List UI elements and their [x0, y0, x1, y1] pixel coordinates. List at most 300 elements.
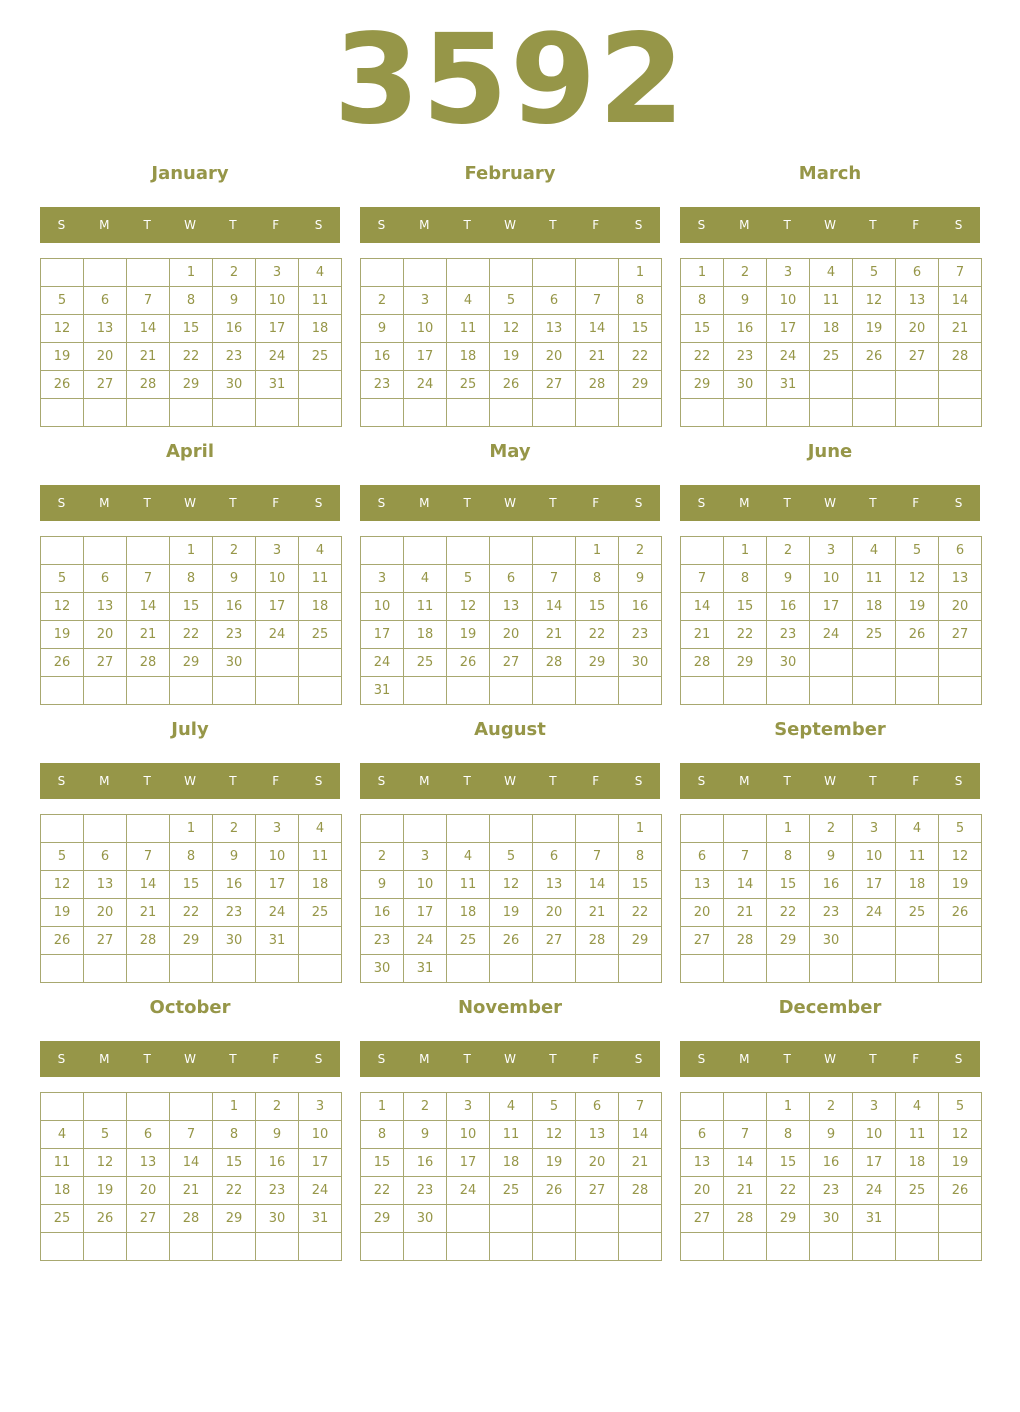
- day-cell: 16: [724, 315, 767, 343]
- week-row: [41, 343, 342, 371]
- month-name: April: [165, 441, 215, 462]
- day-cell: [490, 537, 533, 565]
- day-cell: 8: [576, 565, 619, 593]
- weekday-label: W: [504, 218, 516, 232]
- weekday-label: F: [592, 218, 600, 232]
- day-cell: [939, 677, 982, 705]
- day-cell: 28: [576, 371, 619, 399]
- day-cell: 16: [361, 899, 404, 927]
- day-cell: 5: [41, 287, 84, 315]
- day-cell: [299, 399, 342, 427]
- day-cell: 15: [767, 871, 810, 899]
- day-cell: 8: [619, 287, 662, 315]
- day-cell: 19: [490, 343, 533, 371]
- weekday-label: S: [954, 774, 963, 788]
- day-cell: [853, 371, 896, 399]
- day-cell: [490, 955, 533, 983]
- weekday-header: [680, 1041, 980, 1077]
- day-cell: [490, 677, 533, 705]
- weekday-label: T: [143, 1052, 151, 1066]
- day-cell: [681, 1233, 724, 1261]
- day-cell: 25: [810, 343, 853, 371]
- day-cell: 22: [213, 1177, 256, 1205]
- weekday-label: S: [634, 218, 643, 232]
- weekday-label: W: [504, 496, 516, 510]
- day-cell: [361, 1233, 404, 1261]
- day-cell: [447, 1233, 490, 1261]
- day-cell: 6: [533, 287, 576, 315]
- week-row: [681, 1093, 982, 1121]
- day-cell: 28: [939, 343, 982, 371]
- day-cell: 13: [533, 871, 576, 899]
- week-row: [681, 537, 982, 565]
- day-cell: 7: [724, 1121, 767, 1149]
- week-row: [361, 259, 662, 287]
- day-cell: 5: [84, 1121, 127, 1149]
- week-row: [361, 1205, 662, 1233]
- day-grid: [40, 536, 342, 705]
- day-cell: 22: [576, 621, 619, 649]
- day-cell: 19: [853, 315, 896, 343]
- day-cell: [84, 815, 127, 843]
- day-cell: 27: [533, 927, 576, 955]
- day-cell: [810, 677, 853, 705]
- day-cell: 2: [361, 287, 404, 315]
- weekday-header: [360, 485, 660, 521]
- day-cell: 11: [447, 871, 490, 899]
- day-cell: 7: [576, 843, 619, 871]
- day-cell: 26: [41, 927, 84, 955]
- day-cell: 11: [299, 843, 342, 871]
- day-cell: 3: [767, 259, 810, 287]
- day-cell: 7: [533, 565, 576, 593]
- weekday-label: S: [377, 774, 386, 788]
- day-cell: 24: [810, 621, 853, 649]
- day-cell: [810, 649, 853, 677]
- weekday-label: F: [912, 218, 920, 232]
- weekday-label: T: [143, 496, 151, 510]
- weekday-label: T: [549, 774, 557, 788]
- day-cell: [170, 399, 213, 427]
- day-cell: 20: [939, 593, 982, 621]
- day-cell: 9: [213, 565, 256, 593]
- day-cell: 22: [767, 899, 810, 927]
- day-cell: 6: [681, 1121, 724, 1149]
- day-cell: 5: [41, 843, 84, 871]
- day-cell: 29: [170, 371, 213, 399]
- day-cell: 22: [361, 1177, 404, 1205]
- day-cell: 20: [681, 1177, 724, 1205]
- week-row: [361, 593, 662, 621]
- day-cell: 11: [299, 565, 342, 593]
- weekday-label: T: [783, 774, 791, 788]
- day-cell: 16: [213, 871, 256, 899]
- weekday-label: T: [549, 218, 557, 232]
- day-grid: [680, 536, 982, 705]
- week-row: [41, 399, 342, 427]
- day-cell: [681, 677, 724, 705]
- day-cell: [896, 955, 939, 983]
- day-cell: 2: [256, 1093, 299, 1121]
- day-grid: [360, 814, 662, 983]
- week-row: [681, 1177, 982, 1205]
- week-row: [41, 593, 342, 621]
- day-cell: [84, 1233, 127, 1261]
- week-row: [361, 677, 662, 705]
- day-cell: [213, 1233, 256, 1261]
- day-cell: 21: [127, 621, 170, 649]
- weekday-label: M: [99, 496, 110, 510]
- day-cell: 6: [939, 537, 982, 565]
- day-cell: 30: [361, 955, 404, 983]
- day-cell: 26: [896, 621, 939, 649]
- day-cell: [724, 677, 767, 705]
- weekday-label: S: [314, 218, 323, 232]
- weekday-label: F: [912, 1052, 920, 1066]
- week-row: [681, 259, 982, 287]
- day-cell: 18: [447, 343, 490, 371]
- week-row: [361, 537, 662, 565]
- day-cell: 9: [361, 315, 404, 343]
- day-cell: 29: [767, 927, 810, 955]
- day-cell: [404, 1233, 447, 1261]
- day-cell: 2: [619, 537, 662, 565]
- day-cell: [619, 1205, 662, 1233]
- day-cell: 20: [533, 899, 576, 927]
- day-cell: 20: [127, 1177, 170, 1205]
- day-cell: 11: [447, 315, 490, 343]
- week-row: [361, 621, 662, 649]
- day-cell: [576, 1205, 619, 1233]
- day-cell: 3: [256, 815, 299, 843]
- day-cell: 1: [576, 537, 619, 565]
- month-name: January: [151, 163, 229, 184]
- day-cell: 10: [256, 843, 299, 871]
- weekday-label: T: [783, 218, 791, 232]
- day-cell: 9: [361, 871, 404, 899]
- day-cell: 31: [256, 371, 299, 399]
- day-cell: [853, 649, 896, 677]
- week-row: [41, 1177, 342, 1205]
- day-cell: 2: [213, 815, 256, 843]
- day-cell: 1: [213, 1093, 256, 1121]
- weekday-label: W: [184, 1052, 196, 1066]
- weekday-label: S: [377, 1052, 386, 1066]
- day-cell: 21: [127, 343, 170, 371]
- weekday-label: W: [504, 774, 516, 788]
- week-row: [681, 621, 982, 649]
- weekday-label: F: [272, 218, 280, 232]
- weekday-label: W: [824, 774, 836, 788]
- day-cell: 17: [404, 899, 447, 927]
- day-cell: 15: [767, 1149, 810, 1177]
- day-cell: 9: [619, 565, 662, 593]
- week-row: [41, 1093, 342, 1121]
- day-cell: 21: [170, 1177, 213, 1205]
- day-cell: 25: [41, 1205, 84, 1233]
- weekday-header: [40, 207, 340, 243]
- day-cell: 29: [170, 649, 213, 677]
- day-cell: 29: [767, 1205, 810, 1233]
- day-cell: 4: [896, 1093, 939, 1121]
- day-cell: 3: [256, 537, 299, 565]
- month-name: May: [489, 441, 531, 462]
- day-cell: 2: [724, 259, 767, 287]
- day-cell: 7: [127, 843, 170, 871]
- day-cell: [170, 955, 213, 983]
- weekday-label: F: [272, 1052, 280, 1066]
- day-cell: 18: [299, 593, 342, 621]
- day-cell: [810, 399, 853, 427]
- day-cell: 14: [127, 593, 170, 621]
- day-cell: 3: [361, 565, 404, 593]
- weekday-header: [680, 763, 980, 799]
- day-cell: 2: [810, 815, 853, 843]
- day-cell: 12: [939, 843, 982, 871]
- day-cell: [896, 1205, 939, 1233]
- day-cell: [896, 399, 939, 427]
- week-row: [361, 955, 662, 983]
- day-cell: 23: [404, 1177, 447, 1205]
- week-row: [681, 927, 982, 955]
- day-cell: 7: [619, 1093, 662, 1121]
- day-cell: [127, 1233, 170, 1261]
- day-cell: 31: [853, 1205, 896, 1233]
- week-row: [361, 1233, 662, 1261]
- month-name: August: [474, 719, 546, 740]
- day-cell: 14: [619, 1121, 662, 1149]
- day-cell: 12: [41, 593, 84, 621]
- day-cell: 30: [213, 649, 256, 677]
- weekday-label: S: [314, 496, 323, 510]
- day-cell: [41, 815, 84, 843]
- day-cell: 21: [619, 1149, 662, 1177]
- day-cell: [256, 399, 299, 427]
- day-cell: 13: [490, 593, 533, 621]
- weekday-label: T: [783, 496, 791, 510]
- day-cell: 8: [681, 287, 724, 315]
- day-cell: [361, 399, 404, 427]
- day-cell: 16: [361, 343, 404, 371]
- day-cell: 14: [127, 871, 170, 899]
- weekday-label: T: [229, 774, 237, 788]
- day-grid: [360, 1092, 662, 1261]
- month-name: November: [457, 997, 563, 1018]
- week-row: [361, 343, 662, 371]
- day-cell: 24: [256, 899, 299, 927]
- week-row: [41, 899, 342, 927]
- week-row: [41, 927, 342, 955]
- day-cell: 11: [41, 1149, 84, 1177]
- weekday-label: T: [143, 218, 151, 232]
- day-cell: 24: [853, 1177, 896, 1205]
- day-cell: [447, 677, 490, 705]
- day-cell: 29: [619, 927, 662, 955]
- day-cell: 27: [84, 927, 127, 955]
- weekday-label: S: [954, 1052, 963, 1066]
- week-row: [41, 1205, 342, 1233]
- week-row: [41, 1233, 342, 1261]
- day-cell: [619, 399, 662, 427]
- day-cell: 7: [127, 287, 170, 315]
- day-cell: [810, 955, 853, 983]
- week-row: [41, 259, 342, 287]
- day-cell: [533, 259, 576, 287]
- day-cell: [447, 399, 490, 427]
- day-cell: 22: [724, 621, 767, 649]
- day-cell: 15: [724, 593, 767, 621]
- day-cell: 31: [361, 677, 404, 705]
- day-cell: 8: [767, 843, 810, 871]
- day-cell: 31: [767, 371, 810, 399]
- day-cell: [810, 1233, 853, 1261]
- day-cell: 15: [681, 315, 724, 343]
- day-cell: 19: [490, 899, 533, 927]
- day-cell: 6: [490, 565, 533, 593]
- day-cell: 4: [41, 1121, 84, 1149]
- day-cell: [84, 677, 127, 705]
- day-cell: 3: [447, 1093, 490, 1121]
- day-cell: [681, 955, 724, 983]
- weekday-label: S: [634, 496, 643, 510]
- day-cell: 1: [681, 259, 724, 287]
- day-cell: 30: [724, 371, 767, 399]
- week-row: [681, 649, 982, 677]
- day-cell: 24: [404, 371, 447, 399]
- day-cell: 16: [810, 871, 853, 899]
- day-cell: 26: [939, 899, 982, 927]
- day-cell: 20: [576, 1149, 619, 1177]
- day-cell: 30: [810, 927, 853, 955]
- month-name: March: [798, 163, 862, 184]
- day-cell: [767, 1233, 810, 1261]
- day-cell: 8: [170, 287, 213, 315]
- day-cell: [447, 815, 490, 843]
- day-cell: 30: [767, 649, 810, 677]
- day-cell: 24: [767, 343, 810, 371]
- day-cell: [619, 677, 662, 705]
- day-cell: [404, 537, 447, 565]
- week-row: [361, 1177, 662, 1205]
- day-cell: 21: [127, 899, 170, 927]
- day-cell: [84, 399, 127, 427]
- day-cell: [213, 677, 256, 705]
- day-cell: 10: [299, 1121, 342, 1149]
- day-cell: 26: [41, 649, 84, 677]
- day-cell: [361, 537, 404, 565]
- day-cell: 10: [447, 1121, 490, 1149]
- weekday-label: M: [419, 774, 430, 788]
- week-row: [361, 565, 662, 593]
- day-cell: 10: [853, 843, 896, 871]
- weekday-label: W: [824, 496, 836, 510]
- day-cell: 12: [41, 871, 84, 899]
- day-cell: 19: [84, 1177, 127, 1205]
- day-cell: 10: [767, 287, 810, 315]
- weekday-label: M: [739, 1052, 750, 1066]
- day-cell: 10: [361, 593, 404, 621]
- day-cell: 24: [256, 621, 299, 649]
- week-row: [361, 871, 662, 899]
- weekday-label: W: [824, 1052, 836, 1066]
- week-row: [681, 371, 982, 399]
- weekday-header: [360, 763, 660, 799]
- day-cell: 22: [170, 343, 213, 371]
- day-cell: [127, 1093, 170, 1121]
- day-cell: 27: [490, 649, 533, 677]
- day-cell: 13: [939, 565, 982, 593]
- day-cell: 28: [681, 649, 724, 677]
- day-cell: [170, 1093, 213, 1121]
- day-cell: [256, 955, 299, 983]
- week-row: [361, 287, 662, 315]
- day-cell: 4: [299, 815, 342, 843]
- day-cell: 22: [619, 343, 662, 371]
- day-cell: 24: [299, 1177, 342, 1205]
- day-cell: 26: [447, 649, 490, 677]
- day-cell: 28: [724, 1205, 767, 1233]
- day-cell: 25: [447, 927, 490, 955]
- day-cell: 26: [490, 371, 533, 399]
- day-cell: 28: [127, 371, 170, 399]
- day-cell: 13: [576, 1121, 619, 1149]
- day-cell: 16: [810, 1149, 853, 1177]
- week-row: [681, 871, 982, 899]
- day-cell: [939, 1205, 982, 1233]
- day-cell: 27: [127, 1205, 170, 1233]
- day-cell: 24: [404, 927, 447, 955]
- weekday-label: W: [504, 1052, 516, 1066]
- weekday-label: M: [419, 218, 430, 232]
- day-cell: 9: [404, 1121, 447, 1149]
- day-cell: 1: [170, 259, 213, 287]
- day-cell: 1: [170, 537, 213, 565]
- day-cell: 8: [767, 1121, 810, 1149]
- day-cell: 7: [681, 565, 724, 593]
- day-cell: 17: [256, 593, 299, 621]
- day-cell: [533, 955, 576, 983]
- week-row: [681, 955, 982, 983]
- week-row: [361, 843, 662, 871]
- day-cell: [681, 399, 724, 427]
- day-cell: 14: [724, 871, 767, 899]
- day-cell: 29: [213, 1205, 256, 1233]
- weekday-label: F: [912, 496, 920, 510]
- day-cell: 15: [361, 1149, 404, 1177]
- day-cell: [256, 677, 299, 705]
- day-cell: 15: [576, 593, 619, 621]
- day-cell: [84, 537, 127, 565]
- weekday-label: M: [99, 218, 110, 232]
- day-cell: [724, 399, 767, 427]
- weekday-label: S: [634, 1052, 643, 1066]
- day-cell: 6: [127, 1121, 170, 1149]
- day-cell: 2: [767, 537, 810, 565]
- day-cell: [724, 815, 767, 843]
- day-cell: 9: [767, 565, 810, 593]
- day-cell: [853, 399, 896, 427]
- day-cell: 21: [533, 621, 576, 649]
- weekday-label: M: [739, 218, 750, 232]
- day-cell: 29: [724, 649, 767, 677]
- day-cell: 18: [404, 621, 447, 649]
- day-cell: 19: [533, 1149, 576, 1177]
- day-cell: 14: [127, 315, 170, 343]
- day-cell: 3: [299, 1093, 342, 1121]
- day-cell: 7: [127, 565, 170, 593]
- day-cell: 23: [256, 1177, 299, 1205]
- day-cell: 2: [213, 259, 256, 287]
